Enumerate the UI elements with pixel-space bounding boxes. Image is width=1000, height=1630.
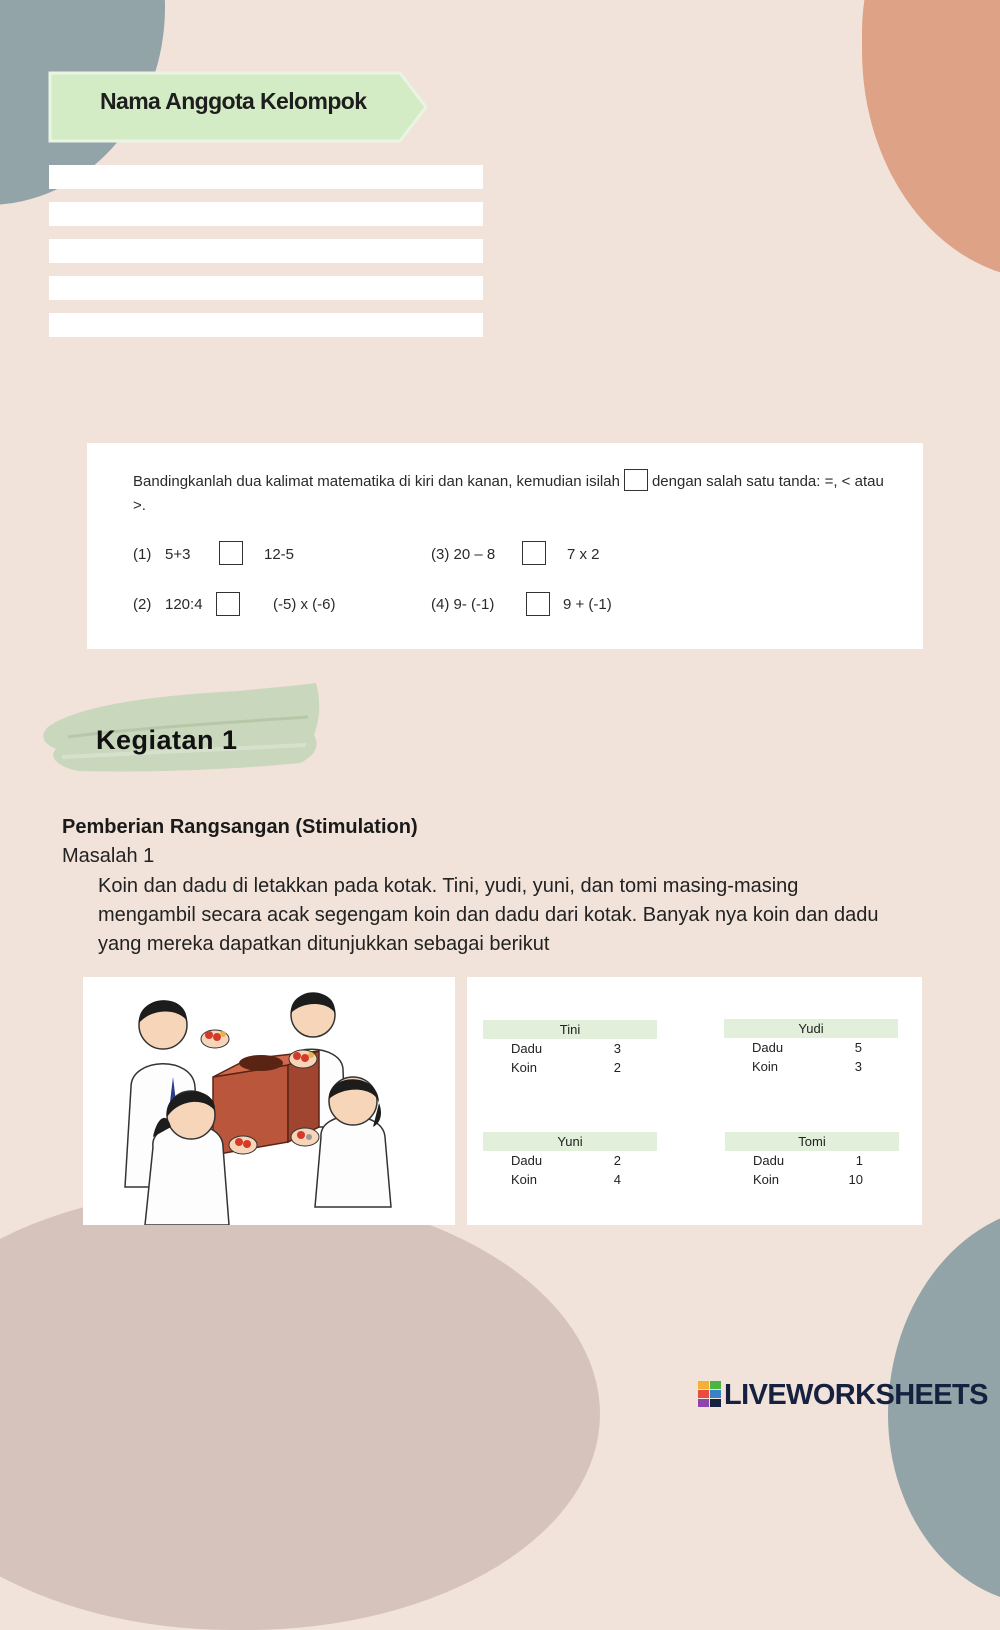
problem-left: 9- (-1) xyxy=(453,596,495,613)
row-label: Koin xyxy=(752,1059,779,1074)
problem-2 xyxy=(133,596,203,613)
row-value: 3 xyxy=(613,1041,621,1056)
students-illustration xyxy=(83,977,455,1225)
answer-box-2[interactable] xyxy=(216,592,240,616)
comparison-question-card xyxy=(87,443,923,649)
table-yuni xyxy=(483,1132,657,1189)
table-row xyxy=(724,1038,898,1057)
instruction-part-1: Bandingkanlah dua kalimat matematika di kiri dan kanan, kemudian isilah xyxy=(133,473,620,490)
row-value: 5 xyxy=(854,1040,862,1055)
members-banner xyxy=(48,71,428,143)
page-title: Nama Anggota Kelompok xyxy=(100,88,367,114)
activity-banner xyxy=(38,677,328,777)
liveworksheets-logo[interactable] xyxy=(698,1378,988,1412)
answer-box-4[interactable] xyxy=(526,592,550,616)
member-name-field-3[interactable] xyxy=(49,239,483,263)
instruction-text xyxy=(133,469,893,518)
table-header: Yuni xyxy=(483,1132,657,1151)
table-yudi xyxy=(724,1019,898,1076)
table-row xyxy=(483,1151,657,1170)
row-value: 2 xyxy=(613,1060,621,1075)
problem-number: (3) xyxy=(431,546,450,563)
problem-description: Koin dan dadu di letakkan pada kotak. Tini, yudi, yuni, dan tomi masing-masing mengambil secara acak segengam koin dan dadu dari kotak. Banyak nya koin dan dadu yang mereka dapatkan ditunjukkan sebagai berikut xyxy=(98,875,879,955)
problem-4 xyxy=(431,596,494,613)
row-label: Dadu xyxy=(752,1040,784,1055)
students-box-illustration xyxy=(83,977,455,1225)
member-name-field-1[interactable] xyxy=(49,165,483,189)
problem-1 xyxy=(133,546,190,563)
row-value: 1 xyxy=(855,1153,863,1168)
results-table-card xyxy=(467,977,922,1225)
problem-right: (-5) x (-6) xyxy=(273,596,336,613)
table-header: Yudi xyxy=(724,1019,898,1038)
decor-blob-bottom-left xyxy=(0,1190,600,1630)
row-label: Koin xyxy=(753,1172,780,1187)
problem-number: (4) xyxy=(431,596,450,613)
liveworksheets-icon xyxy=(698,1381,722,1409)
row-label: Dadu xyxy=(753,1153,785,1168)
table-tomi xyxy=(725,1132,899,1189)
problem-label: Masalah 1 xyxy=(62,845,155,867)
problem-left: 20 – 8 xyxy=(453,546,496,563)
problem-number: (2) xyxy=(133,596,152,613)
row-value: 10 xyxy=(848,1172,863,1187)
row-value: 4 xyxy=(613,1172,621,1187)
answer-box-3[interactable] xyxy=(522,541,546,565)
problem-3 xyxy=(431,546,495,563)
table-header: Tini xyxy=(483,1020,657,1039)
table-row xyxy=(483,1170,657,1189)
table-header: Tomi xyxy=(725,1132,899,1151)
table-row xyxy=(725,1170,899,1189)
table-row xyxy=(725,1151,899,1170)
example-box-icon xyxy=(624,469,648,491)
stage-heading: Pemberian Rangsangan (Stimulation) xyxy=(62,816,418,838)
problem-right: 9 + (-1) xyxy=(563,596,612,613)
decor-blob-top-right xyxy=(862,0,1000,280)
problem-left: 120:4 xyxy=(165,596,203,613)
row-label: Dadu xyxy=(511,1041,543,1056)
table-row xyxy=(724,1057,898,1076)
problem-left: 5+3 xyxy=(165,546,191,563)
member-name-field-2[interactable] xyxy=(49,202,483,226)
table-row xyxy=(483,1058,657,1077)
member-name-field-4[interactable] xyxy=(49,276,483,300)
brand-name: LIVEWORKSHEETS xyxy=(724,1378,988,1411)
answer-box-1[interactable] xyxy=(219,541,243,565)
table-tini xyxy=(483,1020,657,1077)
table-row xyxy=(483,1039,657,1058)
problem-right: 7 x 2 xyxy=(567,546,600,563)
instruction-part-2: dengan salah satu tanda: =, < atau >. xyxy=(133,473,884,514)
row-label: Koin xyxy=(511,1172,538,1187)
problem-number: (1) xyxy=(133,546,152,563)
problem-right: 12-5 xyxy=(264,546,295,563)
member-name-field-5[interactable] xyxy=(49,313,483,337)
row-label: Koin xyxy=(511,1060,538,1075)
row-value: 3 xyxy=(854,1059,862,1074)
row-value: 2 xyxy=(613,1153,621,1168)
activity-title: Kegiatan 1 xyxy=(96,725,238,755)
row-label: Dadu xyxy=(511,1153,543,1168)
